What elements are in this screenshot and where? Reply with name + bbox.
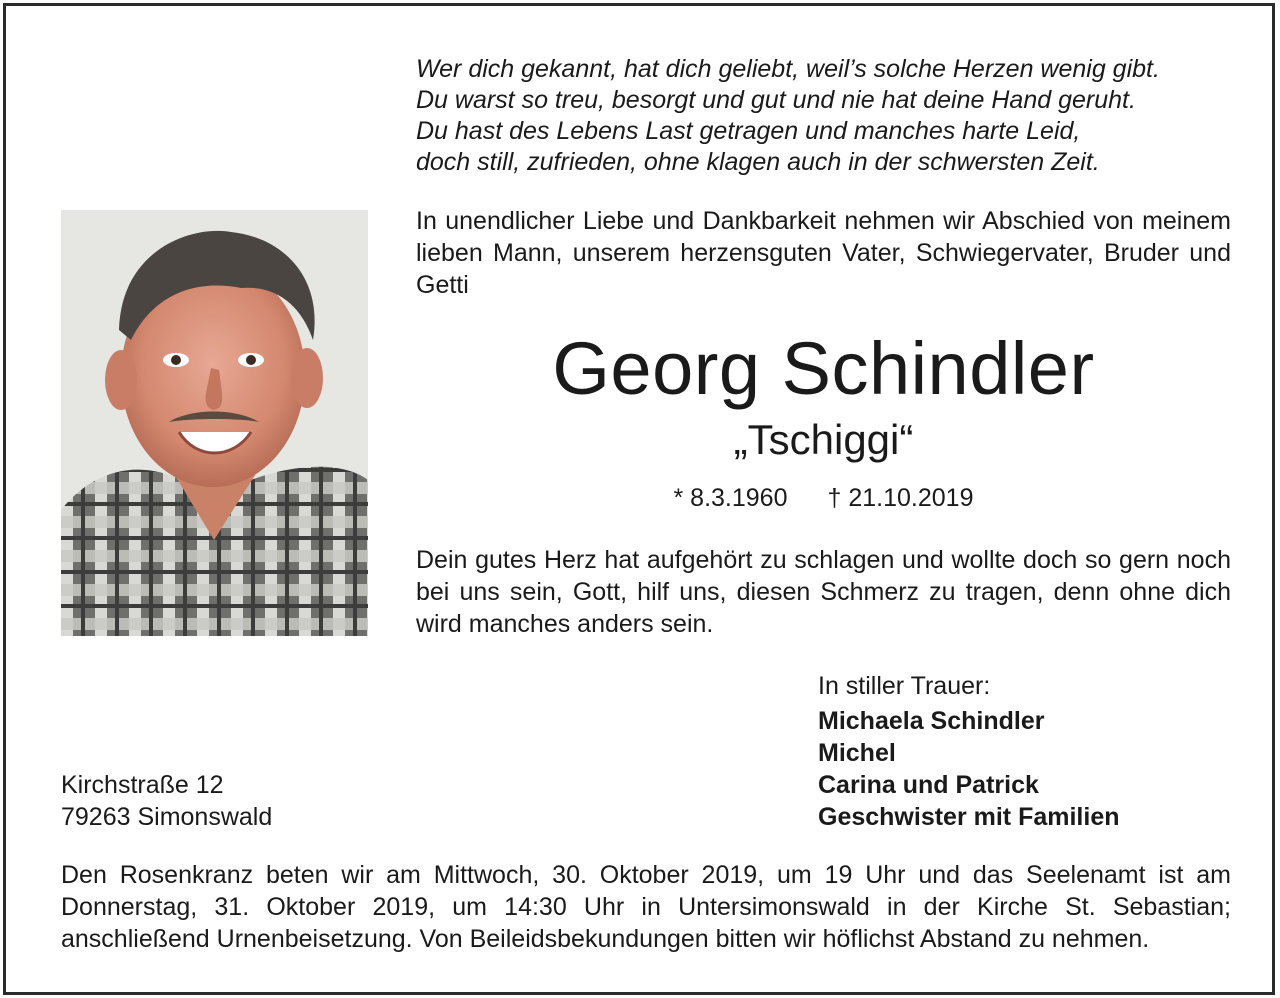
death-date: † 21.10.2019 xyxy=(827,484,974,512)
mourner-name: Geschwister mit Familien xyxy=(818,803,1120,831)
memorial-verse: Dein gutes Herz hat aufgehört zu schlagen und wollte doch so gern noch bei uns sein, Gott, hilf uns, diesen Schmerz zu tragen, denn ohne dich wird manches anders sein. xyxy=(416,546,1231,638)
mourners-label: In stiller Trauer: xyxy=(818,672,991,700)
poem xyxy=(416,54,1246,178)
poem-line: Wer dich gekannt, hat dich geliebt, weil’s solche Herzen wenig gibt. xyxy=(416,55,1160,83)
life-dates xyxy=(416,481,1231,515)
funeral-details: Den Rosenkranz beten wir am Mittwoch, 30. Oktober 2019, um 19 Uhr und das Seelenamt ist am Donnerstag, 31. Oktober 2019, um 14:30 Uhr in Untersimonswald in der Kirche St. Sebastian; anschließend Urnenbeisetzung. Von Beileidsbekundungen bitten wir höflichst Abstand zu nehmen. xyxy=(61,861,1231,953)
address-city: 79263 Simonswald xyxy=(61,803,273,831)
mourner-name: Michel xyxy=(818,739,896,767)
mourner-name: Carina und Patrick xyxy=(818,771,1039,799)
intro-text: In unendlicher Liebe und Dankbarkeit nehmen wir Abschied von meinem lieben Mann, unserem herzensguten Vater, Schwiegervater, Bruder und Getti xyxy=(416,207,1231,299)
poem-line: Du hast des Lebens Last getragen und manches harte Leid, xyxy=(416,117,1081,145)
portrait-photo xyxy=(61,210,368,636)
birth-date: * 8.3.1960 xyxy=(673,484,788,512)
deceased-nickname: „Tschiggi“ xyxy=(733,416,914,463)
deceased-name: Georg Schindler xyxy=(552,327,1095,410)
mourners-list xyxy=(818,705,1120,833)
poem-line: doch still, zufrieden, ohne klagen auch in der schwersten Zeit. xyxy=(416,148,1100,176)
address xyxy=(61,769,272,833)
mourner-name: Michaela Schindler xyxy=(818,707,1045,735)
address-street: Kirchstraße 12 xyxy=(61,771,224,799)
poem-line: Du warst so treu, besorgt und gut und nie hat deine Hand geruht. xyxy=(416,86,1136,114)
obituary-notice xyxy=(3,3,1275,995)
